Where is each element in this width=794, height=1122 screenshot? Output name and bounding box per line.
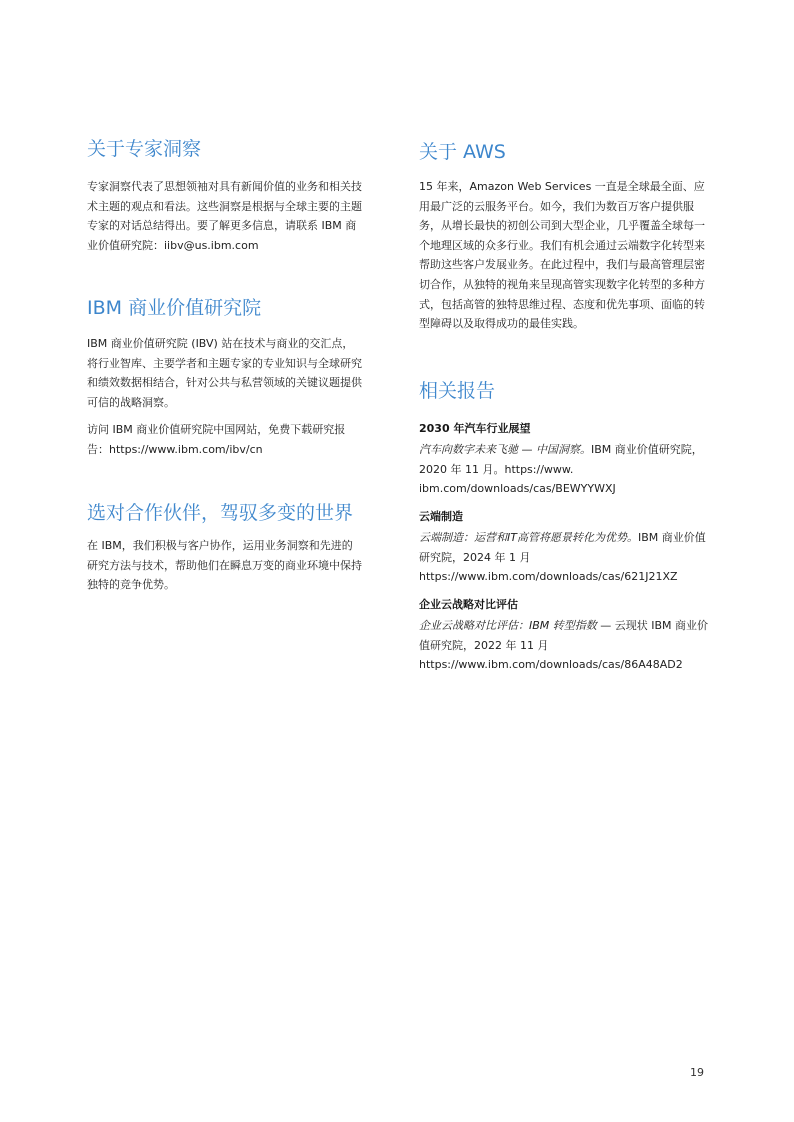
partner-paragraph: 在 IBM，我们积极与客户协作，运用业务洞察和先进的研究方法与技术，帮助他们在瞬息万变的商业环境中保持独特的竞争优势。 bbox=[87, 539, 362, 592]
report-citation-rest: IBM 商业价值研究院，2024 年 1 月 https://www.ibm.com/downloads/cas/621J21XZ bbox=[419, 531, 706, 584]
ibv-paragraph: IBM 商业价值研究院 (IBV) 站在技术与商业的交汇点，将行业智库、主要学者和主题专家的专业知识与全球研究和绩效数据相结合，针对公共与私营领域的关键议题提供可信的战略洞察。 bbox=[87, 337, 362, 409]
heading-related-reports: 相关报告 bbox=[419, 380, 496, 402]
ibv-website-paragraph: 访问 IBM 商业价值研究院中国网站，免费下载研究报告：https://www.ibm.com/ibv/cn bbox=[87, 423, 346, 456]
report-italic-title: 企业云战略对比评估：IBM 转型指数 bbox=[419, 619, 597, 632]
report-italic-title: 汽车向数字未来飞驰 — 中国洞察。 bbox=[419, 443, 591, 456]
report-citation-rest: IBM 商业价值研究院，2020 年 11 月。https://www. ibm.com/downloads/cas/BEWYYWXJ bbox=[419, 443, 703, 496]
heading-about-aws: 关于 AWS bbox=[419, 141, 506, 163]
report-title: 2030 年汽车行业展望 bbox=[419, 422, 531, 435]
report-citation bbox=[419, 616, 711, 675]
expert-insights-paragraph: 专家洞察代表了思想领袖对具有新闻价值的业务和相关技术主题的观点和看法。这些洞察是根据与全球主要的主题专家的对话总结得出。要了解更多信息，请联系 IBM 商业价值研究院：iibv@us.ibm.com bbox=[87, 180, 362, 252]
heading-about-expert-insights: 关于专家洞察 bbox=[87, 138, 202, 160]
aws-paragraph: 15 年来，Amazon Web Services 一直是全球最全面、应用最广泛的云服务平台。如今，我们为数百万客户提供服务，从增长最快的初创公司到大型企业，几乎覆盖全球每一个地理区域的众多行业。我们有机会通过云端数字化转型来帮助这些客户发展业务。在此过程中，我们与最高管理层密切合作，从独特的视角来呈现高管实现数字化转型的多种方式，包括高管的独特思维过程、态度和优先事项、面临的转型障碍以及取得成功的最佳实践。 bbox=[419, 180, 705, 331]
report-title: 企业云战略对比评估 bbox=[419, 598, 518, 611]
report-italic-title: 云端制造：运营和IT高管将愿景转化为优势。 bbox=[419, 531, 638, 544]
heading-choose-partner: 选对合作伙伴，驾驭多变的世界 bbox=[87, 502, 354, 524]
page-number: 19 bbox=[690, 1066, 704, 1079]
report-title: 云端制造 bbox=[419, 510, 463, 523]
report-citation-rest: — 云现状 IBM 商业价值研究院，2022 年 11 月 https://www.ibm.com/downloads/cas/86A48AD2 bbox=[419, 619, 709, 672]
heading-ibm-ibv: IBM 商业价值研究院 bbox=[87, 297, 262, 319]
report-citation bbox=[419, 440, 711, 499]
report-citation bbox=[419, 528, 711, 587]
